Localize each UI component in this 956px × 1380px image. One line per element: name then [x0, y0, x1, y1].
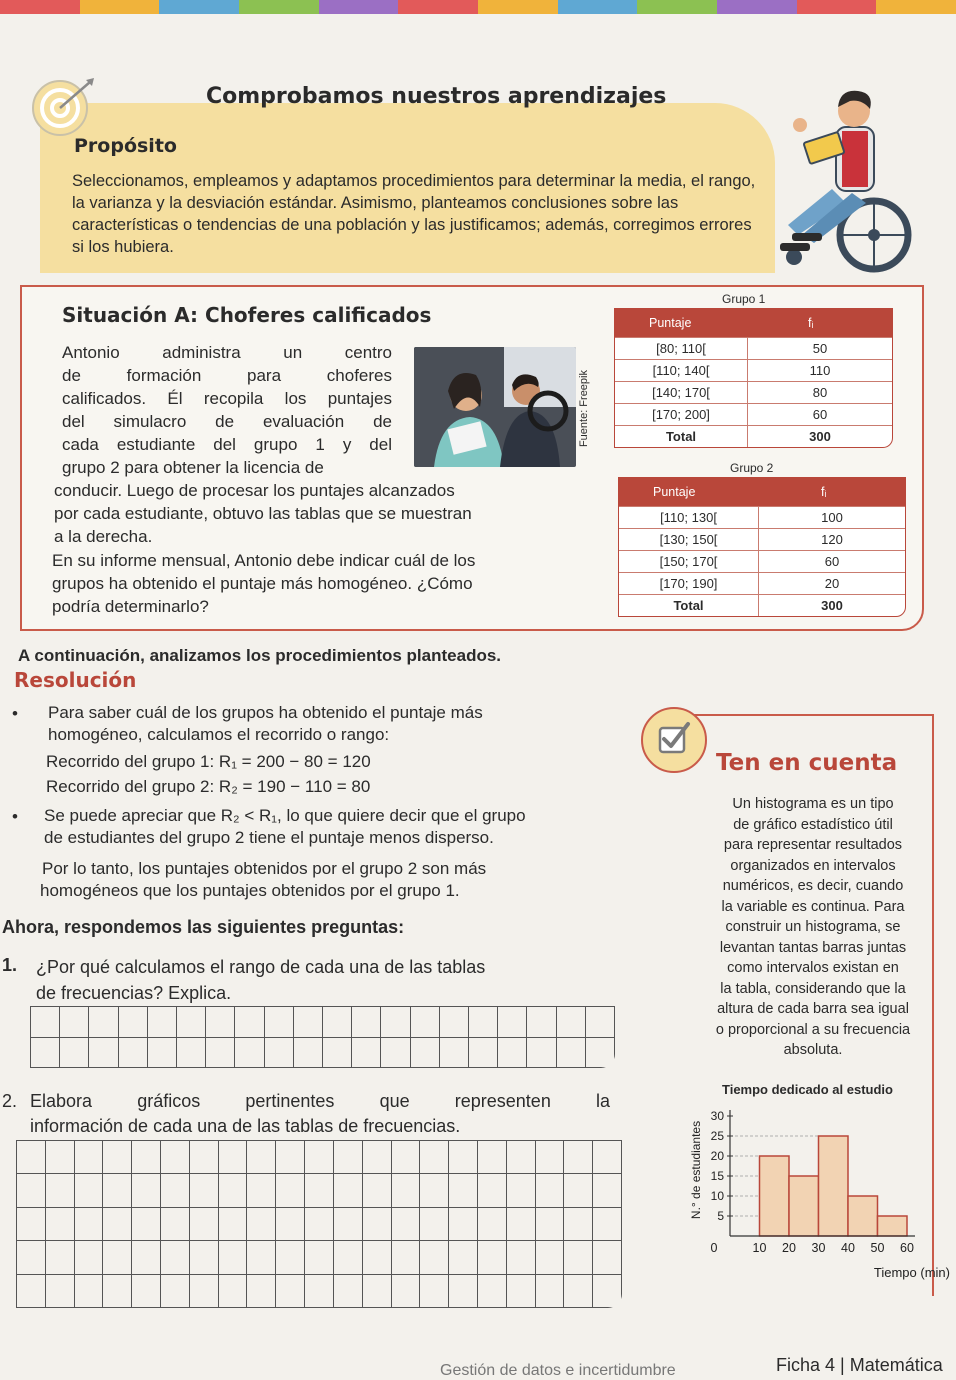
situation-paragraph-2 — [52, 549, 597, 618]
grid-cell[interactable] — [17, 1275, 46, 1308]
grid-cell[interactable] — [593, 1208, 622, 1241]
table-row — [615, 403, 892, 425]
grid-cell[interactable] — [235, 1007, 264, 1038]
grid-cell[interactable] — [206, 1038, 235, 1069]
grid-cell[interactable] — [17, 1174, 46, 1207]
grid-cell[interactable] — [17, 1208, 46, 1241]
grid-cell[interactable] — [148, 1038, 177, 1069]
resolution-bullet-1 — [48, 702, 608, 746]
text-line: organizados en intervalos — [730, 857, 896, 874]
grid-cell[interactable] — [235, 1038, 264, 1069]
grid-cell[interactable] — [334, 1174, 363, 1207]
bullet-icon: • — [12, 807, 18, 826]
grid-cell[interactable] — [219, 1174, 248, 1207]
bullet-icon: • — [12, 704, 18, 723]
grid-cell[interactable] — [206, 1007, 235, 1038]
table-cell: 20 — [759, 572, 905, 594]
x-tick-label: 10 — [752, 1241, 767, 1255]
table-cell: Total — [615, 425, 748, 447]
x-tick-label: 60 — [900, 1241, 914, 1255]
top-color-stripe — [0, 0, 956, 14]
grid-cell[interactable] — [334, 1275, 363, 1308]
grid-cell[interactable] — [103, 1141, 132, 1174]
grid-cell[interactable] — [440, 1007, 469, 1038]
grid-cell[interactable] — [334, 1208, 363, 1241]
grid-cell[interactable] — [363, 1141, 392, 1174]
grid-cell[interactable] — [119, 1007, 148, 1038]
grid-cell[interactable] — [381, 1007, 410, 1038]
grid-cell[interactable] — [276, 1241, 305, 1274]
y-tick-label: 25 — [710, 1129, 724, 1143]
table-row — [619, 506, 905, 528]
ten-en-cuenta-text — [690, 794, 936, 1061]
text-line: de formación para choferes — [62, 366, 392, 385]
text-line: numéricos, es decir, cuando — [722, 878, 904, 894]
grid-cell[interactable] — [411, 1038, 440, 1069]
grid-cell[interactable] — [564, 1174, 593, 1207]
x-tick-label: 0 — [710, 1241, 718, 1255]
grid-cell[interactable] — [507, 1141, 536, 1174]
text-line: Se puede apreciar que R₂ < R₁, lo que quiere decir que el grupo — [44, 806, 526, 825]
table-cell: 60 — [759, 550, 905, 572]
text-line: En su informe mensual, Antonio debe indicar cuál de los — [52, 551, 476, 570]
text-line: grupo 2 para obtener la licencia de — [62, 458, 324, 477]
table-cell: 300 — [748, 425, 892, 447]
table-cell: [110; 130[ — [619, 506, 759, 528]
grid-cell[interactable] — [498, 1007, 527, 1038]
text-line: ¿Por qué calculamos el rango de cada una de las tablas — [36, 957, 486, 977]
grid-cell[interactable] — [420, 1275, 449, 1308]
grid-cell[interactable] — [420, 1241, 449, 1274]
grid-cell[interactable] — [177, 1038, 206, 1069]
grid-cell[interactable] — [593, 1141, 622, 1174]
grid-cell[interactable] — [132, 1208, 161, 1241]
grid-cell[interactable] — [161, 1275, 190, 1308]
range-group1: Recorrido del grupo 1: R₁ = 200 − 80 = 120 — [46, 752, 371, 771]
grid-cell[interactable] — [276, 1174, 305, 1207]
grid-cell[interactable] — [536, 1275, 565, 1308]
text-line: homogéneo, calculamos el recorrido o rango: — [48, 725, 390, 744]
grid-cell[interactable] — [161, 1241, 190, 1274]
grid-cell[interactable] — [392, 1241, 421, 1274]
grid-cell[interactable] — [276, 1141, 305, 1174]
grid-cell[interactable] — [132, 1174, 161, 1207]
table-cell: [140; 170[ — [615, 381, 748, 403]
grid-cell[interactable] — [420, 1208, 449, 1241]
x-tick-label: 30 — [811, 1241, 826, 1255]
group2-label: Grupo 2 — [730, 461, 774, 475]
answer-grid-1[interactable] — [30, 1006, 615, 1068]
grid-cell[interactable] — [449, 1275, 478, 1308]
grid-cell[interactable] — [507, 1241, 536, 1274]
grid-cell[interactable] — [89, 1038, 118, 1069]
grid-cell[interactable] — [363, 1275, 392, 1308]
grid-cell[interactable] — [593, 1241, 622, 1274]
grid-cell[interactable] — [161, 1141, 190, 1174]
student-wheelchair-illustration — [762, 85, 922, 275]
table-row — [615, 337, 892, 359]
text-line: la tabla, considerando que la — [720, 980, 906, 997]
grid-cell[interactable] — [119, 1038, 148, 1069]
grid-cell[interactable] — [478, 1174, 507, 1207]
grid-cell[interactable] — [469, 1007, 498, 1038]
table-header: Puntaje — [615, 309, 748, 337]
grid-cell[interactable] — [148, 1007, 177, 1038]
grid-cell[interactable] — [564, 1208, 593, 1241]
table-row — [619, 528, 905, 550]
grid-cell[interactable] — [586, 1038, 615, 1069]
grid-cell[interactable] — [31, 1007, 60, 1038]
table-header: Puntaje — [619, 478, 759, 506]
text-line: información de cada una de las tablas de frecuencias. — [30, 1116, 461, 1136]
group1-label: Grupo 1 — [722, 292, 766, 306]
grid-cell[interactable] — [17, 1141, 46, 1174]
grid-cell[interactable] — [536, 1241, 565, 1274]
table-cell: [150; 170[ — [619, 550, 759, 572]
grid-cell[interactable] — [536, 1208, 565, 1241]
table-cell: [170; 190] — [619, 572, 759, 594]
histogram-bar — [789, 1176, 819, 1236]
question-1-text — [36, 954, 636, 1006]
table-cell: 110 — [748, 359, 892, 381]
table-row — [619, 572, 905, 594]
table-cell: 100 — [759, 506, 905, 528]
grid-cell[interactable] — [557, 1038, 586, 1069]
ten-en-cuenta-title: Ten en cuenta — [716, 750, 898, 776]
grid-cell[interactable] — [60, 1038, 89, 1069]
question-1-number: 1. — [2, 955, 18, 975]
table-total-row — [615, 425, 892, 447]
grid-cell[interactable] — [564, 1241, 593, 1274]
grid-cell[interactable] — [75, 1141, 104, 1174]
grid-cell[interactable] — [593, 1174, 622, 1207]
x-tick-label: 50 — [870, 1241, 885, 1255]
checklist-icon — [640, 706, 708, 774]
grid-cell[interactable] — [265, 1007, 294, 1038]
grid-cell[interactable] — [478, 1275, 507, 1308]
situation-paragraph-1 — [62, 341, 392, 479]
table-cell: 300 — [759, 594, 905, 616]
grid-cell[interactable] — [586, 1007, 615, 1038]
grid-cell[interactable] — [363, 1174, 392, 1207]
text-line: Elabora gráficos pertinentes que representen la — [30, 1091, 610, 1111]
grid-cell[interactable] — [449, 1174, 478, 1207]
text-line: de frecuencias? Explica. — [36, 983, 232, 1003]
grid-cell[interactable] — [161, 1208, 190, 1241]
grid-cell[interactable] — [305, 1208, 334, 1241]
table-cell: [110; 140[ — [615, 359, 748, 381]
grid-cell[interactable] — [352, 1038, 381, 1069]
resolution-title: Resolución — [14, 668, 137, 692]
situation-title: Situación A: Choferes calificados — [62, 303, 432, 327]
grid-cell[interactable] — [46, 1275, 75, 1308]
grid-cell[interactable] — [449, 1208, 478, 1241]
grid-cell[interactable] — [305, 1141, 334, 1174]
text-line: cada estudiante del grupo 1 y del — [62, 435, 392, 454]
grid-cell[interactable] — [557, 1007, 586, 1038]
resolution-bullet-2 — [44, 805, 624, 849]
text-line: podría determinarlo? — [52, 597, 209, 616]
grid-cell[interactable] — [334, 1241, 363, 1274]
grid-cell[interactable] — [363, 1208, 392, 1241]
grid-cell[interactable] — [323, 1038, 352, 1069]
text-line: construir un histograma, se — [725, 919, 901, 935]
text-line: grupos ha obtenido el puntaje más homogéneo. ¿Cómo — [52, 574, 473, 593]
grid-cell[interactable] — [75, 1208, 104, 1241]
grid-cell[interactable] — [294, 1007, 323, 1038]
grid-cell[interactable] — [498, 1038, 527, 1069]
text-line: de gráfico estadístico útil — [733, 816, 893, 833]
grid-cell[interactable] — [17, 1241, 46, 1274]
purpose-text: Seleccionamos, empleamos y adaptamos procedimientos para determinar la media, el rango, la varianza y la desviación estándar. Asimismo, planteamos conclusiones sobre las características o tendencias de una población y las justificamos; además, corregimos errores si los hubiera. — [72, 172, 756, 256]
grid-cell[interactable] — [75, 1275, 104, 1308]
grid-cell[interactable] — [219, 1141, 248, 1174]
grid-cell[interactable] — [177, 1007, 206, 1038]
resolution-conclusion — [40, 858, 620, 902]
grid-cell[interactable] — [363, 1241, 392, 1274]
y-tick-label: 15 — [710, 1169, 724, 1183]
grid-cell[interactable] — [103, 1241, 132, 1274]
y-tick-label: 5 — [717, 1209, 724, 1223]
analysis-intro: A continuación, analizamos los procedimientos planteados. — [18, 646, 502, 665]
footer-left: Gestión de datos e incertidumbre — [440, 1362, 676, 1379]
y-axis-label: N.° de estudiantes — [689, 1120, 703, 1220]
grid-cell[interactable] — [247, 1174, 276, 1207]
text-line: homogéneos que los puntajes obtenidos por el grupo 1. — [40, 881, 460, 900]
text-line: a la derecha. — [54, 527, 153, 546]
table-cell: [80; 110[ — [615, 337, 748, 359]
grid-cell[interactable] — [103, 1275, 132, 1308]
text-line: Por lo tanto, los puntajes obtenidos por el grupo 2 son más — [42, 859, 487, 878]
page-title: Comprobamos nuestros aprendizajes — [206, 84, 667, 109]
y-tick-label: 20 — [710, 1149, 724, 1163]
grid-cell[interactable] — [527, 1038, 556, 1069]
grid-cell[interactable] — [75, 1241, 104, 1274]
question-2-text — [30, 1089, 610, 1139]
text-line: por cada estudiante, obtuvo las tablas que se muestran — [54, 504, 472, 523]
histogram-bar — [878, 1216, 908, 1236]
table-cell: 80 — [748, 381, 892, 403]
grid-cell[interactable] — [276, 1275, 305, 1308]
footer-right: Ficha 4 | Matemática — [776, 1355, 943, 1375]
table-total-row — [619, 594, 905, 616]
text-line: calificados. Él recopila los puntajes — [62, 389, 392, 408]
grid-cell[interactable] — [46, 1241, 75, 1274]
y-tick-label: 10 — [710, 1189, 724, 1203]
grid-cell[interactable] — [392, 1208, 421, 1241]
grid-cell[interactable] — [294, 1038, 323, 1069]
grid-cell[interactable] — [190, 1174, 219, 1207]
grid-cell[interactable] — [247, 1208, 276, 1241]
table-header: fᵢ — [759, 478, 905, 506]
grid-cell[interactable] — [411, 1007, 440, 1038]
grid-cell[interactable] — [190, 1141, 219, 1174]
group1-frequency-table — [614, 308, 893, 448]
grid-cell[interactable] — [593, 1275, 622, 1308]
text-line: o proporcional a su frecuencia — [715, 1021, 911, 1038]
text-line: Un histograma es un tipo — [732, 796, 894, 812]
grid-cell[interactable] — [420, 1174, 449, 1207]
table-row — [619, 550, 905, 572]
text-line: altura de cada barra sea igual — [717, 1001, 909, 1017]
grid-cell[interactable] — [60, 1007, 89, 1038]
grid-cell[interactable] — [392, 1275, 421, 1308]
text-line: conducir. Luego de procesar los puntajes alcanzados — [54, 481, 455, 500]
grid-cell[interactable] — [392, 1174, 421, 1207]
group2-frequency-table — [618, 477, 906, 617]
grid-cell[interactable] — [219, 1241, 248, 1274]
situation-paragraph-1-continued — [54, 479, 594, 548]
chart-title: Tiempo dedicado al estudio — [722, 1082, 893, 1097]
photo-credit: Fuente: Freepik — [578, 370, 590, 448]
target-icon — [28, 76, 98, 138]
table-cell: 50 — [748, 337, 892, 359]
x-tick-label: 40 — [841, 1241, 855, 1255]
grid-cell[interactable] — [31, 1038, 60, 1069]
table-cell: [170; 200] — [615, 403, 748, 425]
histogram-bar — [848, 1196, 878, 1236]
histogram-bar — [760, 1156, 790, 1236]
range-group2: Recorrido del grupo 2: R₂ = 190 − 110 = 80 — [46, 777, 371, 796]
x-axis-label: Tiempo (min) — [873, 1265, 950, 1280]
x-tick-label: 20 — [782, 1241, 796, 1255]
grid-cell[interactable] — [305, 1241, 334, 1274]
table-row — [615, 359, 892, 381]
table-cell: 120 — [759, 528, 905, 550]
text-line: como intervalos existan en — [727, 960, 899, 976]
grid-cell[interactable] — [381, 1038, 410, 1069]
grid-cell[interactable] — [536, 1141, 565, 1174]
text-line: del simulacro de evaluación de — [62, 412, 392, 431]
grid-cell[interactable] — [564, 1141, 593, 1174]
purpose-label: Propósito — [74, 135, 177, 157]
grid-cell[interactable] — [305, 1275, 334, 1308]
grid-cell[interactable] — [247, 1141, 276, 1174]
grid-cell[interactable] — [132, 1241, 161, 1274]
text-line: de estudiantes del grupo 2 tiene el puntaje menos disperso. — [44, 828, 494, 847]
drivers-photo — [414, 347, 576, 467]
text-line: absoluta. — [783, 1042, 843, 1058]
table-cell: 60 — [748, 403, 892, 425]
grid-cell[interactable] — [103, 1174, 132, 1207]
grid-cell[interactable] — [265, 1038, 294, 1069]
histogram-bar — [819, 1136, 849, 1236]
grid-cell[interactable] — [507, 1174, 536, 1207]
grid-cell[interactable] — [507, 1208, 536, 1241]
grid-cell[interactable] — [564, 1275, 593, 1308]
grid-cell[interactable] — [323, 1007, 352, 1038]
grid-cell[interactable] — [75, 1174, 104, 1207]
text-line: Antonio administra un centro — [62, 343, 392, 362]
answer-grid-2[interactable] — [16, 1140, 622, 1308]
table-header: fᵢ — [748, 309, 892, 337]
text-line: levantan tantas barras juntas — [719, 939, 907, 956]
grid-cell[interactable] — [46, 1174, 75, 1207]
grid-cell[interactable] — [507, 1275, 536, 1308]
grid-cell[interactable] — [247, 1241, 276, 1274]
grid-cell[interactable] — [449, 1141, 478, 1174]
grid-cell[interactable] — [527, 1007, 556, 1038]
grid-cell[interactable] — [132, 1141, 161, 1174]
grid-cell[interactable] — [161, 1174, 190, 1207]
grid-cell[interactable] — [219, 1275, 248, 1308]
grid-cell[interactable] — [352, 1007, 381, 1038]
grid-cell[interactable] — [103, 1208, 132, 1241]
table-cell: Total — [619, 594, 759, 616]
grid-cell[interactable] — [247, 1275, 276, 1308]
grid-cell[interactable] — [305, 1174, 334, 1207]
grid-cell[interactable] — [132, 1275, 161, 1308]
grid-cell[interactable] — [440, 1038, 469, 1069]
text-line: Para saber cuál de los grupos ha obtenido el puntaje más — [48, 703, 483, 722]
grid-cell[interactable] — [46, 1208, 75, 1241]
questions-intro: Ahora, respondemos las siguientes preguntas: — [2, 917, 405, 937]
grid-cell[interactable] — [478, 1208, 507, 1241]
grid-cell[interactable] — [478, 1141, 507, 1174]
histogram-chart — [686, 1100, 956, 1290]
grid-cell[interactable] — [190, 1241, 219, 1274]
grid-cell[interactable] — [276, 1208, 305, 1241]
grid-cell[interactable] — [219, 1208, 248, 1241]
grid-cell[interactable] — [449, 1241, 478, 1274]
grid-cell[interactable] — [89, 1007, 118, 1038]
question-2-number: 2. — [2, 1091, 18, 1111]
grid-cell[interactable] — [478, 1241, 507, 1274]
grid-cell[interactable] — [420, 1141, 449, 1174]
table-cell: [130; 150[ — [619, 528, 759, 550]
y-tick-label: 30 — [710, 1109, 724, 1123]
text-line: la variable es continua. Para — [721, 898, 905, 915]
grid-cell[interactable] — [190, 1275, 219, 1308]
grid-cell[interactable] — [392, 1141, 421, 1174]
text-line: para representar resultados — [723, 837, 903, 853]
grid-cell[interactable] — [469, 1038, 498, 1069]
table-row — [615, 381, 892, 403]
grid-cell[interactable] — [334, 1141, 363, 1174]
grid-cell[interactable] — [536, 1174, 565, 1207]
grid-cell[interactable] — [46, 1141, 75, 1174]
grid-cell[interactable] — [190, 1208, 219, 1241]
